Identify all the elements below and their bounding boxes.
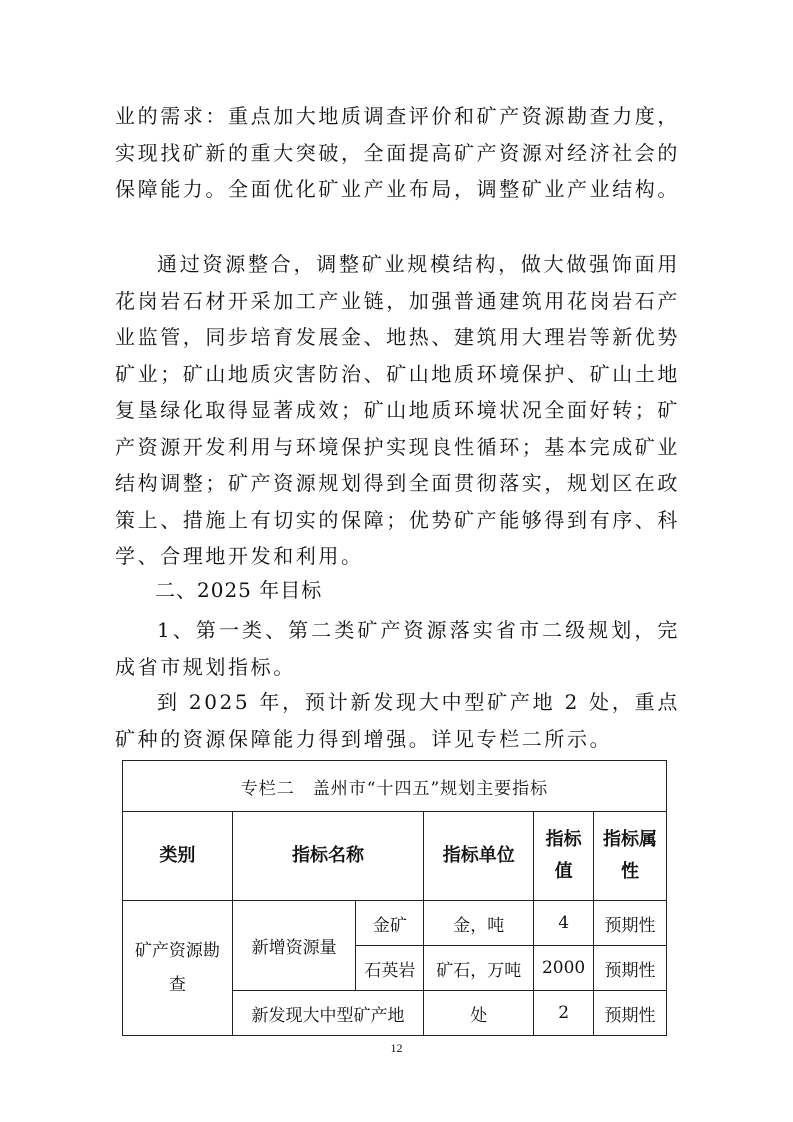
cell-category: 矿产资源勘查: [123, 901, 233, 1036]
header-category: 类别: [123, 812, 233, 901]
table-header-row: [123, 812, 667, 901]
page-number: 12: [390, 1041, 403, 1055]
section-heading: 二、2025 年目标: [155, 578, 323, 602]
cell-value: 4: [534, 901, 594, 946]
paragraph-4: 到 2025 年，预计新发现大中型矿产地 2 处，重点矿种的资源保障能力得到增强。详见专栏二所示。: [115, 690, 680, 751]
cell-sub: 石英岩: [356, 946, 424, 991]
cell-attr: 预期性: [594, 901, 667, 946]
header-name: 指标名称: [232, 812, 424, 901]
paragraph-1: 业的需求：重点加大地质调查评价和矿产资源勘查力度，实现找矿新的重大突破，全面提高矿产资源对经济社会的保障能力。全面优化矿业产业布局，调整矿业产业结构。: [115, 104, 680, 201]
cell-unit: 金，吨: [424, 901, 534, 946]
table-caption: 专栏二 盖州市“十四五”规划主要指标: [123, 761, 667, 812]
cell-value: 2000: [534, 946, 594, 991]
cell-attr: 预期性: [594, 946, 667, 991]
cell-name: 新发现大中型矿产地: [232, 991, 424, 1036]
table-row: [123, 901, 667, 946]
paragraph-2: 通过资源整合，调整矿业规模结构，做大做强饰面用花岗岩石材开采加工产业链，加强普通建筑用花岗岩石产业监管，同步培育发展金、地热、建筑用大理岩等新优势矿业；矿山地质灾害防治、矿山地质环境保护、矿山土地复垦绿化取得显著成效；矿山地质环境状况全面好转；矿产资源开发利用与环境保护实现良性循环；基本完成矿业结构调整；矿产资源规划得到全面贯彻落实，规划区在政策上、措施上有切实的保障；优势矿产能够得到有序、科学、合理地开发和利用。: [115, 252, 680, 568]
cell-group-name: 新增资源量: [232, 901, 356, 991]
cell-attr: 预期性: [594, 991, 667, 1036]
cell-unit: 矿石，万吨: [424, 946, 534, 991]
header-value: 指标值: [534, 812, 594, 901]
cell-sub: 金矿: [356, 901, 424, 946]
header-attr: 指标属性: [594, 812, 667, 901]
paragraph-3: 1、第一类、第二类矿产资源落实省市二级规划，完成省市规划指标。: [115, 618, 680, 679]
cell-unit: 处: [424, 991, 534, 1036]
header-unit: 指标单位: [424, 812, 534, 901]
indicator-table: [122, 760, 667, 1036]
cell-value: 2: [534, 991, 594, 1036]
